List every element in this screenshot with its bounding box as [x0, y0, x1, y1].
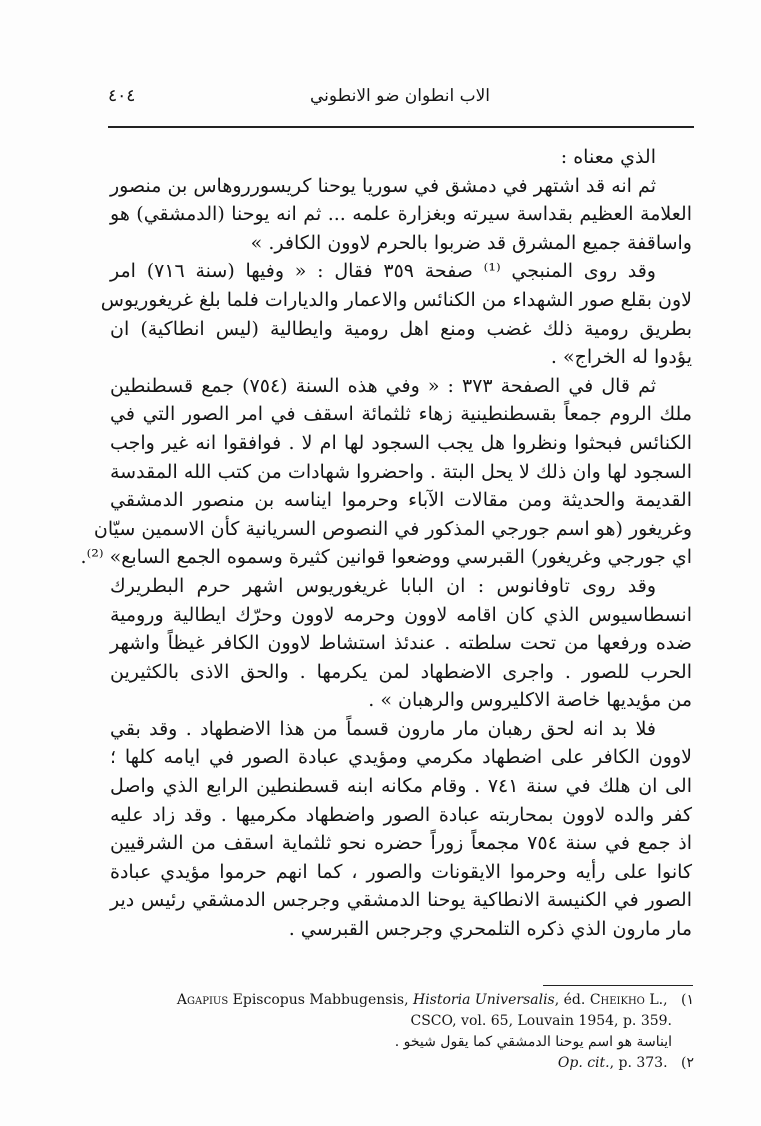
text-line: الكنائس فبحثوا ونظروا هل يجب السجود لها ام لا . فوافقوا انه غير واجب: [110, 431, 692, 454]
text-line: ثم قال في الصفحة ٣٧٣ : « وفي هذه السنة (٧٥٤) جمع قسطنطين: [110, 374, 657, 397]
footnote-1-line2: CSCO, vol. 65, Louvain 1954, p. 359.: [410, 1013, 672, 1029]
footnote-number: (٢: [681, 1055, 694, 1071]
text-line: واساقفة جميع المشرق قد ضربوا بالحرم لاوون الكافر. »: [250, 231, 692, 254]
text-line: الذي معناه :: [560, 146, 656, 168]
footnote-text: , éd.: [554, 992, 590, 1008]
text-line: مار مارون الذي ذكره التلمحري وجرجس القبرسي .: [288, 918, 692, 941]
text-line: ثم انه قد اشتهر في دمشق في سوريا يوحنا كريسورروهاس بن منصور: [110, 174, 656, 197]
footnote-text: Episcopus Mabbugensis,: [228, 992, 413, 1008]
page-number: ٤٠٤: [108, 86, 136, 106]
text-line: انسطاسيوس الذي كان اقامه لاوون وحرمه لاوون وحرّك ايطالية ورومية: [110, 603, 692, 626]
text-line: كانوا على رأيه وحرموا الايقونات والصور ، كما انهم حرموا مؤيدي عبادة: [110, 860, 692, 883]
text-line: لاوون الكافر على اضطهاد مكرمي ومؤيدي عبادة الصور في ايامه كلها ؛: [110, 746, 692, 769]
footnote-text: , p. 373.: [609, 1055, 668, 1071]
footnote-2: [100, 1053, 694, 1074]
running-header: [108, 86, 692, 112]
text-line: وقد روى تاوفانوس : ان البابا غريغوريوس اشهر حرم البطريرك: [110, 574, 656, 597]
text-line: الصور في الكنيسة الانطاكية يوحنا الدمشقي وجرجس الدمشقي رئيس دير: [110, 889, 692, 912]
footnote-number: (١: [681, 992, 694, 1008]
text-line: السجود لها وان ذلك لا يحل البتة . واحضروا شهادات من كتب الله المقدسة: [110, 460, 692, 483]
text-line: اذ جمع في سنة ٧٥٤ مجمعاً زوراً حضره نحو ثلثماية اسقف من الشرقيين: [110, 832, 692, 855]
text-line: الى ان هلك في سنة ٧٤١ . وقام مكانه ابنه قسطنطين الرابع الذي واصل: [110, 775, 693, 798]
text-line: اي جورجي وغريغور) القبرسي ووضعوا قوانين كثيرة وسموه الجمع السابع» ⁽²⁾.: [80, 546, 692, 569]
footnote-editor: Cheikho L.: [589, 992, 664, 1008]
text-line: كفر والده لاوون بمحاربته عبادة الصور واضطهاد مكرميها . وقد زاد عليه: [110, 803, 692, 826]
footnote-author: Agapius: [176, 992, 229, 1008]
text-line: لاون بقلع صور الشهداء من الكنائس والاعمار والديارات فلما بلغ غريغوريوس: [100, 288, 692, 311]
footnote-title: Op. cit.: [557, 1055, 610, 1071]
running-title: الاب انطوان ضو الانطوني: [309, 86, 491, 106]
text-line: ملك الروم جمعاً بقسطنطينية زهاء ثلثمائة اسقف في امر الصور التي في: [110, 403, 692, 426]
footnote-title: Historia Universalis: [413, 992, 555, 1008]
text-line: يؤدوا له الخراج» .: [550, 346, 692, 369]
body-text: [80, 143, 693, 944]
text-line: القديمة والحديثة ومن مقالات الآباء وحرموا ايناسه بن منصور الدمشقي: [110, 489, 692, 512]
header-rule: [108, 126, 694, 128]
text-line: الحرب للصور . واجرى الاضطهاد لمن يكرمها . والحق الاذى بالكثيرين: [110, 660, 692, 683]
footnotes: [100, 990, 694, 1074]
footnote-text: ,: [663, 992, 668, 1008]
text-line: بطريق رومية ذلك غضب ومنع اهل رومية وايطالية (ليس انطاكية) ان: [110, 317, 692, 340]
text-line: فلا بد انه لحق رهبان مار مارون قسماً من هذا الاضطهاد . وقد بقي: [110, 717, 656, 740]
text-line: العلامة العظيم بقداسة سيرته وبغزارة علمه ... ثم انه يوحنا (الدمشقي) هو: [110, 203, 692, 226]
footnote-1-arabic: ايناسة هو اسم يوحنا الدمشقي كما يقول شيخو .: [394, 1034, 672, 1050]
text-line: وقد روى المنبجي ⁽¹⁾ صفحة ٣٥٩ فقال : « وفيها (سنة ٧١٦) امر: [110, 260, 656, 283]
footnote-1: [100, 990, 694, 1011]
footnote-rule: [543, 985, 693, 986]
text-line: ضده ورفعها من تحت سلطته . عندئذ استشاط لاوون الكافر غيظاً واشهر: [110, 632, 692, 655]
text-line: من مؤيديها خاصة الاكليروس والرهبان » .: [368, 689, 692, 712]
text-line: وغريغور (هو اسم جورجي المذكور في النصوص السريانية كأن الاسمين سيّان: [93, 517, 692, 540]
